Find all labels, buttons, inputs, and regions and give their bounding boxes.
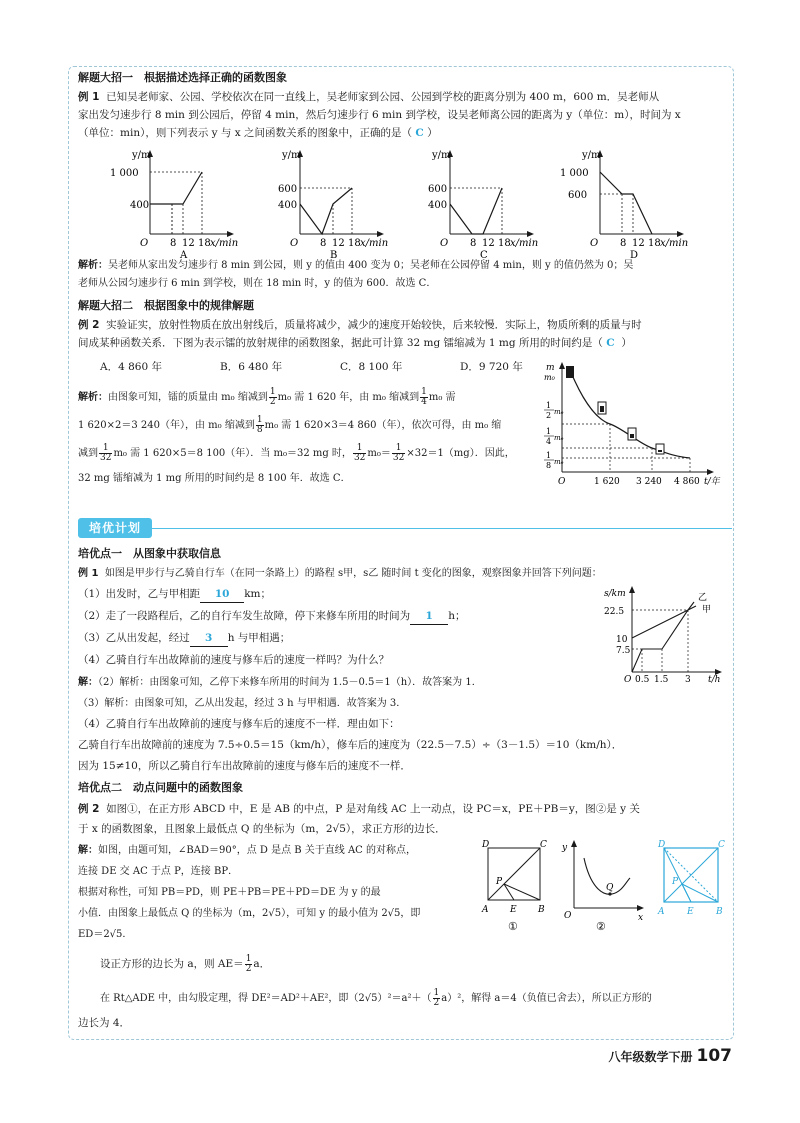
graph-a-curve	[150, 172, 202, 204]
st-ytick: 22.5	[604, 607, 625, 617]
graph-a-xtick: 12	[182, 238, 195, 249]
p2-question-line1: 例 2 如图①，在正方形 ABCD 中，E 是 AB 的中点，P 是对角线 AC 上一动点，设 PC＝x，PE＋PB＝y，图②是 y 关	[78, 803, 640, 815]
st-label-yi: 乙	[698, 593, 708, 603]
p2-solution-line6: 设正方形的边长为 a，则 AE＝ $\frac{1}{2}$ a．	[100, 953, 271, 974]
graph-d-ytick: 600	[568, 190, 588, 201]
answer-mark: C	[415, 127, 424, 139]
p1-solution5: 乙骑自行车出故障前的速度为 7.5÷0.5＝15（km/h），修车后的速度为（22.5－7.5）÷（3－1.5）＝10（km/h）．	[78, 739, 623, 751]
svg-text:C: C	[718, 840, 725, 850]
st-ytick: 10	[616, 635, 628, 645]
p1-item3: （3）乙从出发起，经过 3 h 与甲相遇；	[78, 631, 728, 647]
fraction: $\frac{1}{2}$	[433, 988, 440, 1008]
st-label-jia: 甲	[702, 605, 712, 615]
graph-a-caption: A	[180, 250, 188, 258]
p1-solution2: 解：（2）解析：由图象可知，乙停下来修车所用的时间为 1.5－0.5＝1（h）．故答案为 1．	[78, 677, 482, 688]
decay-ytick-quarter-d: 4	[546, 437, 552, 446]
tip1-question-line2: 家出发匀速步行 8 min 到公园后，停留 4 min，然后匀速步行 6 min 到学校，设吴老师离公园的距离为 y（单位：m），时间为 x	[78, 109, 681, 121]
fraction: $\frac{1}{2}$	[269, 387, 276, 407]
decay-ylabel-m0: m₀	[544, 373, 555, 382]
graph-c-xtick: 18	[498, 238, 511, 249]
decay-ytick-half-n: 1	[546, 401, 552, 410]
p2-solution-line2: 连接 DE 交 AC 于点 P，连接 BP．	[78, 866, 239, 877]
decay-ytick-half-d: 2	[546, 411, 552, 420]
svg-text:A: A	[482, 905, 489, 915]
graph-c-caption: C	[480, 250, 488, 258]
decay-ytick-eighth-d: 8	[546, 461, 552, 470]
svg-text:y: y	[562, 843, 568, 853]
svg-text:C: C	[540, 840, 547, 850]
p1-heading: 培优点一 从图象中获取信息	[78, 547, 221, 560]
graph-b-xtick: 12	[332, 238, 345, 249]
tip2-solution-line3: 减到 $\frac{1}{32}$ m₀ 需 1 620×5＝8 100（年）．当 m₀＝32 mg 时， $\frac{1}{32}$ m₀＝ $\frac{1}{32}$ ×32＝1（mg）．因此，	[78, 443, 515, 463]
svg-text:x: x	[638, 913, 644, 923]
fraction: $\frac{1}{32}$	[100, 443, 112, 463]
fraction: $\frac{1}{8}$	[256, 415, 263, 435]
graph-a-ytick: 400	[130, 200, 150, 211]
graph-b-caption: B	[330, 250, 338, 258]
st-xtick: 1.5	[654, 675, 669, 684]
p1-question: 例 1 如图是甲步行与乙骑自行车（在同一条路上）的路程 s甲，s乙 随时间 t 变化的图象，观察图象并回答下列问题：	[78, 568, 602, 579]
p1-solution6: 因为 15≠10，所以乙骑自行车出故障前的速度与修车后的速度不一样．	[78, 760, 411, 772]
decay-ylabel-m: m	[546, 363, 555, 373]
decay-ytick-eighth-n: 1	[546, 451, 552, 460]
graph-c	[428, 150, 538, 258]
graph-b	[278, 150, 388, 258]
p2-question-line2: 于 x 的函数图象，且图象上最低点 Q 的坐标为（m，2√5），求正方形的边长．	[78, 823, 446, 835]
decay-xtick: 4 860	[674, 477, 700, 487]
sample-icon	[656, 444, 664, 454]
decay-xtick: 3 240	[636, 477, 662, 487]
graph-b-xlabel: x/min	[360, 238, 389, 249]
tip1-question-line3: （单位：min），则下列表示 y 与 x 之间函数关系的图象中，正确的是（ C ）	[78, 127, 438, 139]
figure-3-solution	[656, 838, 730, 926]
decay-ytick-quarter-n: 1	[546, 427, 552, 436]
svg-text:D: D	[482, 840, 490, 850]
graph-d-xtick: 12	[632, 238, 645, 249]
decay-ytick-m0: m₀	[554, 434, 564, 442]
decay-curve	[570, 370, 690, 458]
graph-a-ylabel: y/m	[132, 150, 151, 161]
tip2-solution-line2: 1 620×2＝3 240（年），由 m₀ 缩减到 $\frac{1}{8}$ m₀ 需 1 620×3＝4 860（年），依次可得，由 m₀ 缩	[78, 415, 502, 435]
st-line-jia	[632, 606, 696, 638]
tip2-solution	[78, 384, 538, 490]
graph-c-ytick: 600	[428, 184, 448, 195]
st-origin: O	[624, 675, 632, 684]
example-label: 例 1	[78, 91, 100, 103]
graph-b-ytick: 600	[278, 184, 298, 195]
graph-a-xtick: 18	[198, 238, 211, 249]
page-footer	[608, 1046, 732, 1066]
graph-b-xtick: 8	[320, 238, 327, 249]
graph-c-xtick: 8	[470, 238, 477, 249]
svg-text:P: P	[496, 877, 503, 887]
sample-icon	[566, 366, 574, 378]
x-arrow-icon	[677, 231, 684, 237]
graph-b-xtick: 18	[348, 238, 361, 249]
graph-d-xlabel: x/min	[660, 238, 689, 249]
graph-d-caption: D	[630, 250, 639, 258]
p2-solution-line3: 根据对称性，可知 PB＝PD，则 PE＋PB＝PE＋PD＝DE 为 y 的最	[78, 887, 381, 898]
y-arrow-icon	[559, 362, 565, 369]
svg-text:E: E	[510, 905, 517, 915]
p2-heading: 培优点二 动点问题中的函数图象	[78, 781, 243, 794]
graph-d-ylabel: y/m	[582, 150, 601, 161]
p1-solution3: （3）解析：由图象可知，乙从出发起，经过 3 h 与甲相遇．故答案为 3．	[78, 698, 407, 709]
st-line-yi	[632, 602, 694, 672]
x-arrow-icon	[377, 231, 384, 237]
svg-text:A: A	[658, 907, 665, 917]
svg-text:O: O	[564, 911, 572, 921]
section-badge: 培优计划	[78, 518, 152, 538]
diagonal-ac	[488, 848, 540, 900]
decay-xlabel: t/年	[704, 477, 720, 487]
p2-solution-top	[78, 840, 478, 945]
x-arrow-icon	[637, 905, 644, 911]
graph-d-curve	[600, 172, 652, 234]
graph-d-xtick: 18	[648, 238, 661, 249]
tip2-heading: 解题大招二 根据图象中的规律解题	[78, 299, 254, 312]
section-rule	[152, 528, 732, 529]
tip1-heading: 解题大招一 根据描述选择正确的函数图象	[78, 71, 287, 84]
p2-solution-line5: ED＝2√5．	[78, 929, 133, 940]
graph-b-ylabel: y/m	[282, 150, 301, 161]
graph-c-xlabel: x/min	[510, 238, 539, 249]
decay-graph	[540, 360, 730, 488]
tip1-solution-line2: 老师从公园匀速步行 6 min 到学校，则在 18 min 时，y 的值为 600．故选 C．	[78, 278, 437, 289]
x-arrow-icon	[227, 231, 234, 237]
p2-solution-line7: 在 Rt△ADE 中，由勾股定理，得 DE²＝AD²＋AE²，即（2√5）²＝a²＋（ $\frac{1}{2}$ a）²，解得 a＝4（负值已舍去），所以正方形的	[100, 988, 652, 1008]
answer-mark: C	[606, 337, 615, 349]
decay-ytick-m0: m₀	[554, 458, 564, 466]
graph-b-ytick: 400	[278, 200, 298, 211]
st-xtick: 0.5	[635, 675, 650, 684]
st-graph	[598, 584, 730, 684]
book-title: 八年级数学下册	[608, 1050, 693, 1064]
svg-text:D: D	[658, 840, 666, 850]
decay-origin: O	[558, 477, 566, 487]
graph-c-ytick: 400	[428, 200, 448, 211]
graph-d-xtick: 8	[620, 238, 627, 249]
graph-c-curve	[450, 188, 502, 234]
tip2-solution-line1: 解析：由图象可知，镭的质量由 m₀ 缩减到 $\frac{1}{2}$ m₀ 需 1 620 年，由 m₀ 缩减到 $\frac{1}{4}$ m₀ 需	[78, 387, 456, 407]
decay-ytick-m0: m₀	[554, 408, 564, 416]
option-d: D．9 720 年	[460, 361, 523, 373]
answer-blank: 1	[410, 609, 448, 625]
graph-a	[110, 150, 238, 258]
tip1-graphs	[110, 146, 730, 258]
p2-solution-line1: 解：如图，由题可知，∠BAD＝90°，点 D 是点 B 关于直线 AC 的对称点，	[78, 845, 417, 856]
fraction: $\frac{1}{4}$	[421, 387, 427, 407]
page-number: 107	[696, 1046, 732, 1066]
graph-d-ytick: 1 000	[560, 168, 589, 179]
p2-solution-line8: 边长为 4．	[78, 1017, 131, 1029]
graph-b-curve	[300, 188, 352, 234]
svg-text:Q: Q	[606, 883, 614, 893]
figure-1-square	[480, 838, 550, 938]
p1-item4: （4）乙骑自行车出故障前的速度与修车后的速度一样吗？为什么？	[78, 654, 390, 666]
decay-xtick: 1 620	[594, 477, 620, 487]
fraction: $\frac{1}{32}$	[353, 443, 366, 463]
svg-text:P: P	[672, 877, 679, 887]
st-xtick: 3	[685, 675, 691, 684]
svg-text:E: E	[687, 907, 694, 917]
p1-solution4: （4）乙骑自行车出故障前的速度与修车后的速度不一样．理由如下：	[78, 718, 400, 730]
p1-item1: （1）出发时，乙与甲相距 10 km；	[78, 587, 728, 603]
figure-1-caption: ①	[508, 920, 518, 933]
answer-blank: 3	[190, 631, 228, 647]
y-arrow-icon	[571, 840, 577, 847]
graph-d	[560, 150, 688, 258]
y-arrow-icon	[629, 586, 635, 593]
graph-a-origin: O	[140, 238, 149, 249]
p2-solution-line4: 小值．由图象上最低点 Q 的坐标为（m，2√5），可知 y 的最小值为 2√5，即	[78, 908, 421, 919]
tip1-solution-line1: 解析：吴老师从家出发匀速步行 8 min 到公园，则 y 的值由 400 变为 0；吴老师在公园停留 4 min，则 y 的值仍然为 0；吴	[78, 260, 634, 271]
graph-a-xtick: 8	[170, 238, 177, 249]
graph-c-origin: O	[440, 238, 449, 249]
x-arrow-icon	[527, 231, 534, 237]
st-xlabel: t/h	[708, 675, 721, 684]
graph-a-xlabel: x/min	[210, 238, 239, 249]
figure-2-caption: ②	[596, 920, 606, 933]
graph-d-origin: O	[590, 238, 599, 249]
option-a: A．4 860 年	[100, 361, 162, 373]
option-c: C．8 100 年	[340, 361, 403, 373]
figure-2-graph	[560, 838, 650, 938]
tip2-solution-line4: 32 mg 镭缩减为 1 mg 所用的时间约是 8 100 年．故选 C．	[78, 473, 351, 484]
fraction: $\frac{1}{32}$	[392, 443, 405, 463]
svg-text:B: B	[716, 907, 723, 917]
tip2-question-line2: 间成某种函数关系．下图为表示镭的放射规律的函数图象，据此可计算 32 mg 镭缩减为 1 mg 所用的时间约是（ C ）	[78, 337, 632, 349]
p1-item2: （2）走了一段路程后，乙的自行车发生故障，停下来修车所用的时间为 1 h；	[78, 609, 728, 625]
x-arrow-icon	[707, 469, 714, 475]
st-ytick: 7.5	[616, 646, 631, 656]
graph-b-origin: O	[290, 238, 299, 249]
svg-text:B: B	[538, 905, 545, 915]
tip2-question-line1: 例 2 实验证实，放射性物质在放出射线后，质量将减少，减少的速度开始较快，后来较慢．实际上，物质所剩的质量与时	[78, 319, 642, 331]
graph-a-ytick: 1 000	[110, 168, 139, 179]
answer-blank: 10	[200, 587, 244, 603]
graph-c-ylabel: y/m	[432, 150, 451, 161]
fraction: $\frac{1}{2}$	[245, 953, 252, 974]
tip1-question-line1: 例 1 已知吴老师家、公园、学校依次在同一直线上，吴老师家到公园、公园到学校的距离分别为 400 m，600 m．吴老师从	[78, 91, 660, 103]
st-ylabel: s/km	[604, 589, 626, 599]
graph-c-xtick: 12	[482, 238, 495, 249]
option-b: B．6 480 年	[220, 361, 283, 373]
